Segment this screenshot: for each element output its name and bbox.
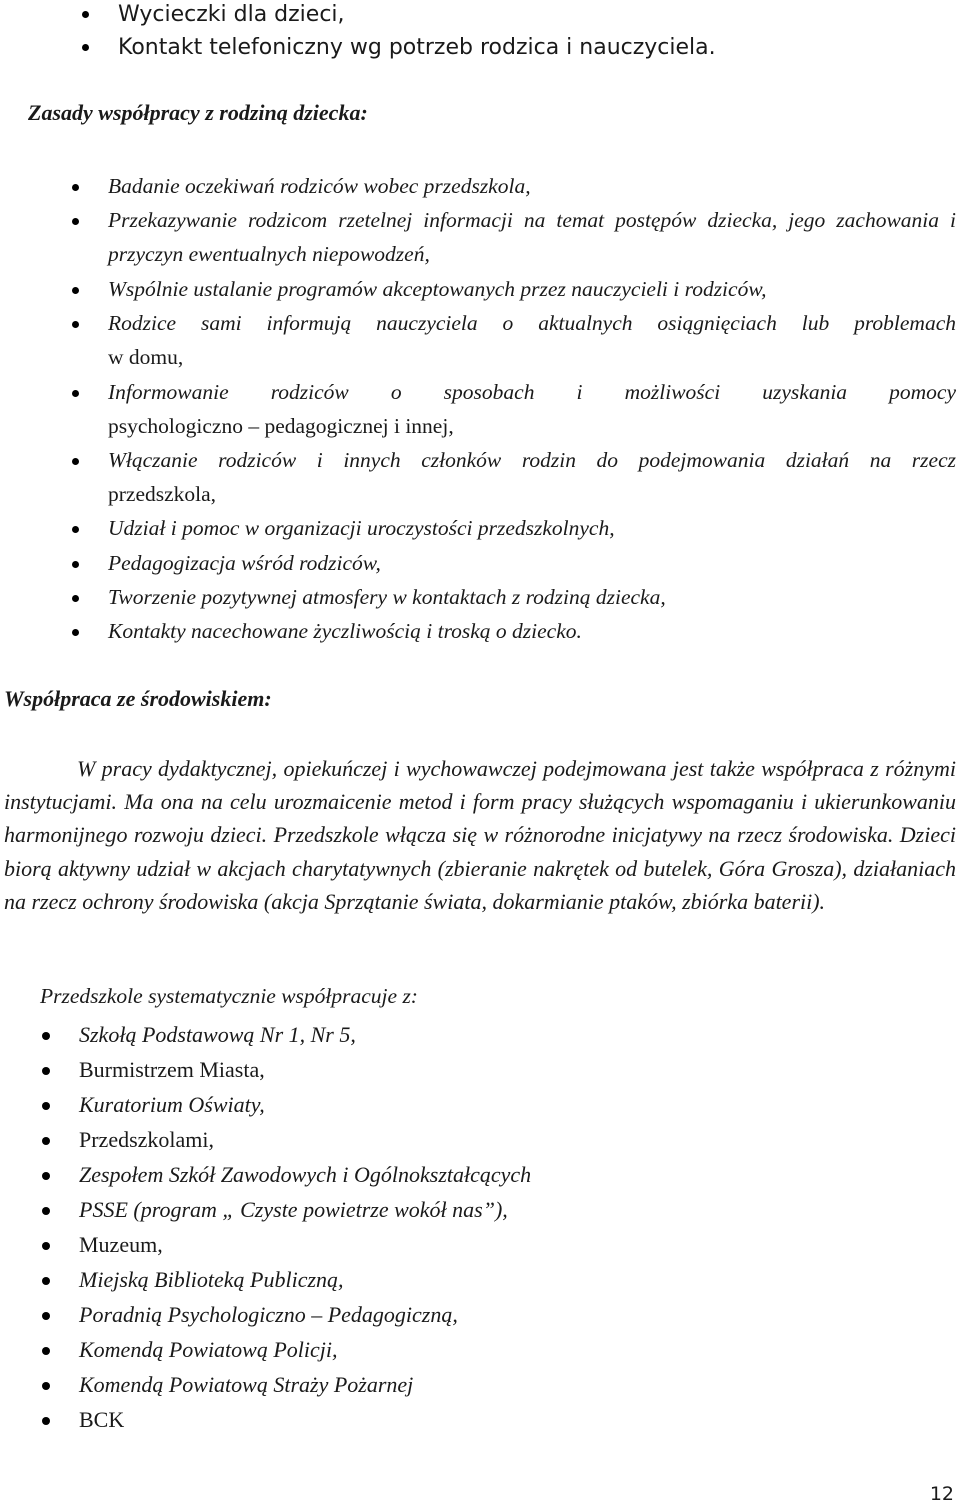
list-item: Pedagogizacja wśród rodziców, [0,547,960,581]
list-item: Muzeum, [0,1228,163,1262]
bullet-icon [42,1032,50,1040]
bullet-icon [72,390,79,397]
section-heading-environment: Współpraca ze środowiskiem: [4,686,272,711]
list-item: Burmistrzem Miasta, [0,1053,265,1087]
list-item: Włączanie rodziców i innych członków rodzin do podejmowania działań na rzecz przedszkola, [0,444,960,511]
bullet-icon [82,44,89,51]
list-item: Kuratorium Oświaty, [0,1088,265,1122]
page-number: 12 [929,1483,954,1505]
list-item: Udział i pomoc w organizacji uroczystości przedszkolnych, [0,512,960,546]
bullet-icon [72,321,79,328]
list-item: Szkołą Podstawową Nr 1, Nr 5, [0,1018,356,1052]
bullet-icon [42,1242,50,1250]
list-item: Przedszkolami, [0,1123,214,1157]
environment-paragraph [4,752,956,918]
list-item-continuation: psychologiczno – pedagogicznej i innej, [108,413,454,438]
bullet-icon [42,1312,50,1320]
list-item: Tworzenie pozytywnej atmosfery w kontaktach z rodziną dziecka, [0,581,960,615]
list-item-text: Wycieczki dla dzieci, [118,2,345,27]
bullet-icon [42,1207,50,1215]
bullet-icon [42,1277,50,1285]
bullet-icon [72,287,79,294]
paragraph-text: W pracy dydaktycznej, opiekuńczej i wychowawczej podejmowana jest także współpraca z różnymi instytucjami. Ma ona na celu urozmaicenie metod i form pracy służących wspomaganiu i ukierunkowaniu harmonijnego rozwoju dzieci. Przedszkole włącza się w różnorodne inicjatywy na rzecz środowiska. Dzieci biorą aktywny udział w akcjach charytatywnych (zbieranie nakrętek od butelek, Góra Grosza), działaniach na rzecz ochrony środowiska (akcja Sprzątanie świata, dokarmianie ptaków, zbiórka baterii). [4,756,956,914]
bullet-icon [42,1172,50,1180]
bullet-icon [72,526,79,533]
list-item: Komendą Powiatową Straży Pożarnej [0,1368,413,1402]
list-item: Informowanie rodziców o sposobach i możliwości uzyskania pomocy psychologiczno – pedagogicznej i innej, [0,376,960,443]
list-item: Kontakty nacechowane życzliwością i troską o dziecko. [0,615,960,649]
bullet-icon [72,595,79,602]
list-item: Wspólnie ustalanie programów akceptowanych przez nauczycieli i rodziców, [0,273,960,307]
list-item: BCK [0,1403,124,1437]
bullet-icon [42,1102,50,1110]
bullet-icon [42,1137,50,1145]
bullet-icon [42,1067,50,1075]
bullet-icon [72,184,79,191]
list-item [0,0,345,29]
bullet-icon [42,1417,50,1425]
list-item: Przekazywanie rodzicom rzetelnej informacji na temat postępów dziecka, jego zachowania i przyczyn ewentualnych niepowodzeń, [0,204,960,271]
list-item: Miejską Biblioteką Publiczną, [0,1263,344,1297]
list-item-text: Kontakt telefoniczny wg potrzeb rodzica i nauczyciela. [118,35,716,60]
bullet-icon [42,1347,50,1355]
list-item-continuation: przedszkola, [108,481,217,506]
bullet-icon [72,561,79,568]
section-heading-family: Zasady współpracy z rodziną dziecka: [28,100,368,125]
list-item: Rodzice sami informują nauczyciela o aktualnych osiągnięciach lub problemach w domu, [0,307,960,374]
list-item-continuation: w domu, [108,344,184,369]
list-item: Badanie oczekiwań rodziców wobec przedszkola, [0,170,960,204]
bullet-icon [72,629,79,636]
bullet-icon [42,1382,50,1390]
list-item: PSSE (program „ Czyste powietrze wokół nas”), [0,1193,508,1227]
list-item [0,33,716,62]
bullet-icon [82,11,89,18]
list-item: Komendą Powiatową Policji, [0,1333,338,1367]
list-item: Poradnią Psychologiczno – Pedagogiczną, [0,1298,458,1332]
bullet-icon [72,218,79,225]
bullet-icon [72,458,79,465]
list-item: Zespołem Szkół Zawodowych i Ogólnokształcących [0,1158,531,1192]
cooperation-intro: Przedszkole systematycznie współpracuje z: [40,984,418,1008]
